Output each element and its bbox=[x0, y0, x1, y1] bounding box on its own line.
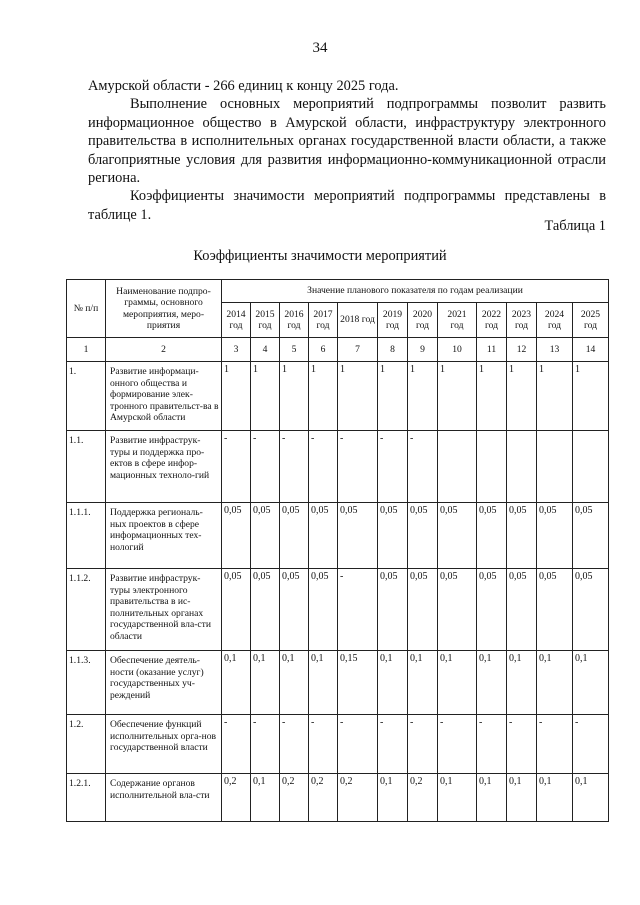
row-value: 0,05 bbox=[507, 503, 537, 569]
column-number: 6 bbox=[309, 338, 338, 362]
header-year: 2022 год bbox=[477, 303, 507, 338]
row-name: Развитие инфраструк-туры и поддержка про-ектов в сфере инфор-мационных техноло-гий bbox=[106, 431, 222, 503]
row-value: 0,1 bbox=[408, 651, 438, 715]
row-name: Поддержка региональ-ных проектов в сфере информационных тех-нологий bbox=[106, 503, 222, 569]
row-value: - bbox=[280, 431, 309, 503]
row-value: 1 bbox=[338, 362, 378, 431]
row-value: 0,1 bbox=[378, 774, 408, 822]
row-value: 0,1 bbox=[537, 651, 573, 715]
row-value: 0,15 bbox=[338, 651, 378, 715]
row-value bbox=[507, 431, 537, 503]
row-value: 1 bbox=[309, 362, 338, 431]
row-value: 0,2 bbox=[408, 774, 438, 822]
row-value: 1 bbox=[280, 362, 309, 431]
header-col-group: Значение планового показателя по годам реализации bbox=[222, 280, 609, 303]
row-value: 0,05 bbox=[280, 503, 309, 569]
row-name: Развитие инфраструк-туры электронного правительства в ис-полнительных органах государственной вла-сти области bbox=[106, 569, 222, 651]
row-value: 0,2 bbox=[222, 774, 251, 822]
row-value: 0,1 bbox=[507, 774, 537, 822]
row-value: - bbox=[309, 431, 338, 503]
row-value: 0,05 bbox=[507, 569, 537, 651]
row-value: 1 bbox=[222, 362, 251, 431]
body-text bbox=[88, 77, 606, 224]
row-value: - bbox=[438, 715, 477, 774]
row-value bbox=[477, 431, 507, 503]
row-value: 0,2 bbox=[280, 774, 309, 822]
paragraph-1: Амурской области - 266 единиц к концу 2025 года. bbox=[88, 78, 399, 94]
paragraph-3: Коэффициенты значимости мероприятий подпрограммы представлены в таблице 1. bbox=[88, 188, 606, 223]
row-value: 0,2 bbox=[338, 774, 378, 822]
column-number: 2 bbox=[106, 338, 222, 362]
row-value: - bbox=[378, 715, 408, 774]
row-value: 0,05 bbox=[222, 503, 251, 569]
row-value bbox=[438, 431, 477, 503]
row-value: 1 bbox=[507, 362, 537, 431]
column-number: 13 bbox=[537, 338, 573, 362]
row-value: 0,05 bbox=[408, 503, 438, 569]
row-number: 1.1.2. bbox=[67, 569, 106, 651]
column-number: 8 bbox=[378, 338, 408, 362]
row-name: Обеспечение функций исполнительных орга-нов государственной власти bbox=[106, 715, 222, 774]
row-value: 0,05 bbox=[537, 503, 573, 569]
header-year: 2023 год bbox=[507, 303, 537, 338]
row-value: - bbox=[408, 715, 438, 774]
row-number: 1.2. bbox=[67, 715, 106, 774]
row-name: Обеспечение деятель-ности (оказание услуг) государственных уч-реждений bbox=[106, 651, 222, 715]
header-year: 2016 год bbox=[280, 303, 309, 338]
row-value: - bbox=[338, 431, 378, 503]
column-number: 9 bbox=[408, 338, 438, 362]
header-year: 2020 год bbox=[408, 303, 438, 338]
table-label: Таблица 1 bbox=[544, 218, 606, 234]
row-value: - bbox=[378, 431, 408, 503]
row-value: - bbox=[222, 431, 251, 503]
row-value: 0,05 bbox=[309, 503, 338, 569]
row-value: 0,1 bbox=[507, 651, 537, 715]
row-value: 0,1 bbox=[438, 774, 477, 822]
row-value: 1 bbox=[537, 362, 573, 431]
table-row bbox=[67, 715, 609, 774]
row-value: - bbox=[507, 715, 537, 774]
table-row bbox=[67, 774, 609, 822]
row-value: 0,1 bbox=[309, 651, 338, 715]
row-value: 1 bbox=[573, 362, 609, 431]
column-number: 14 bbox=[573, 338, 609, 362]
column-number: 7 bbox=[338, 338, 378, 362]
row-value: 0,05 bbox=[408, 569, 438, 651]
header-col-no: № п/п bbox=[67, 280, 106, 338]
row-value: 0,1 bbox=[573, 774, 609, 822]
column-number: 4 bbox=[251, 338, 280, 362]
row-value: 0,1 bbox=[573, 651, 609, 715]
header-year: 2018 год bbox=[338, 303, 378, 338]
row-value: 1 bbox=[408, 362, 438, 431]
header-year: 2021 год bbox=[438, 303, 477, 338]
row-value: 0,1 bbox=[222, 651, 251, 715]
header-year: 2017 год bbox=[309, 303, 338, 338]
row-number: 1.1.3. bbox=[67, 651, 106, 715]
row-value: - bbox=[537, 715, 573, 774]
row-value bbox=[573, 431, 609, 503]
row-value: - bbox=[477, 715, 507, 774]
row-value: - bbox=[408, 431, 438, 503]
header-col-name: Наименование подпро-граммы, основного мероприятия, меро-приятия bbox=[106, 280, 222, 338]
paragraph-2: Выполнение основных мероприятий подпрограммы позволит развить информационное общество в Амурской области, инфраструктуру электронного правительства в исполнительных органах государственной власти области, а также благоприятные условия для развития информационно-коммуникационной отрасли региона. bbox=[88, 96, 606, 187]
row-value: 0,1 bbox=[378, 651, 408, 715]
row-value: 0,05 bbox=[573, 503, 609, 569]
table-row bbox=[67, 569, 609, 651]
column-number: 3 bbox=[222, 338, 251, 362]
row-value: 1 bbox=[251, 362, 280, 431]
row-value: 0,2 bbox=[309, 774, 338, 822]
header-year: 2014 год bbox=[222, 303, 251, 338]
table-row bbox=[67, 651, 609, 715]
row-value: 0,1 bbox=[251, 774, 280, 822]
row-value: 0,05 bbox=[338, 503, 378, 569]
row-value: - bbox=[309, 715, 338, 774]
table-row bbox=[67, 503, 609, 569]
row-value: 0,05 bbox=[378, 503, 408, 569]
row-value: 0,05 bbox=[477, 569, 507, 651]
row-value: 0,05 bbox=[438, 503, 477, 569]
row-value: - bbox=[338, 569, 378, 651]
row-value: - bbox=[280, 715, 309, 774]
row-value: 0,05 bbox=[573, 569, 609, 651]
column-number: 11 bbox=[477, 338, 507, 362]
column-number: 5 bbox=[280, 338, 309, 362]
row-value: 0,1 bbox=[438, 651, 477, 715]
row-value: 0,05 bbox=[378, 569, 408, 651]
row-name: Содержание органов исполнительной вла-сти bbox=[106, 774, 222, 822]
row-value: - bbox=[251, 715, 280, 774]
page-number: 34 bbox=[312, 40, 328, 56]
row-value: 0,05 bbox=[222, 569, 251, 651]
header-row-1 bbox=[67, 280, 609, 303]
column-number: 10 bbox=[438, 338, 477, 362]
row-value: 0,05 bbox=[309, 569, 338, 651]
row-value: - bbox=[573, 715, 609, 774]
row-value: - bbox=[222, 715, 251, 774]
column-number: 12 bbox=[507, 338, 537, 362]
row-value: 0,05 bbox=[477, 503, 507, 569]
header-year: 2015 год bbox=[251, 303, 280, 338]
coefficients-table bbox=[66, 279, 609, 822]
row-name: Развитие информаци-онного общества и формирование элек-тронного правительст-ва в Амурской области bbox=[106, 362, 222, 431]
row-value: - bbox=[338, 715, 378, 774]
header-year: 2025 год bbox=[573, 303, 609, 338]
row-number: 1.1. bbox=[67, 431, 106, 503]
header-numbers-row bbox=[67, 338, 609, 362]
column-number: 1 bbox=[67, 338, 106, 362]
table-title: Коэффициенты значимости мероприятий bbox=[193, 248, 447, 264]
row-number: 1.2.1. bbox=[67, 774, 106, 822]
row-value: 1 bbox=[438, 362, 477, 431]
row-value: 0,1 bbox=[477, 774, 507, 822]
row-value: 0,05 bbox=[280, 569, 309, 651]
row-value: 0,1 bbox=[251, 651, 280, 715]
row-number: 1. bbox=[67, 362, 106, 431]
header-year: 2019 год bbox=[378, 303, 408, 338]
table-row bbox=[67, 362, 609, 431]
table-row bbox=[67, 431, 609, 503]
row-number: 1.1.1. bbox=[67, 503, 106, 569]
row-value: 0,05 bbox=[537, 569, 573, 651]
row-value: 0,05 bbox=[251, 503, 280, 569]
row-value: 0,1 bbox=[537, 774, 573, 822]
row-value: 0,05 bbox=[438, 569, 477, 651]
row-value: 1 bbox=[477, 362, 507, 431]
header-year: 2024 год bbox=[537, 303, 573, 338]
row-value: 1 bbox=[378, 362, 408, 431]
row-value: 0,1 bbox=[280, 651, 309, 715]
row-value bbox=[537, 431, 573, 503]
row-value: - bbox=[251, 431, 280, 503]
row-value: 0,05 bbox=[251, 569, 280, 651]
row-value: 0,1 bbox=[477, 651, 507, 715]
